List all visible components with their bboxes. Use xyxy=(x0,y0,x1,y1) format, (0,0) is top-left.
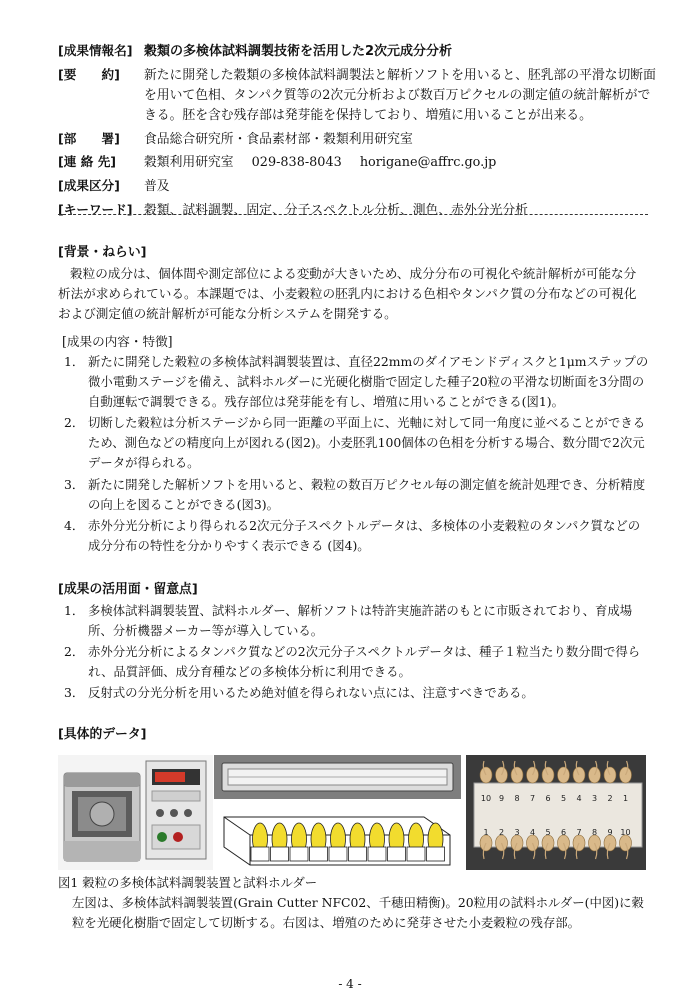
keywords-row xyxy=(58,201,658,221)
contact-email[interactable]: horigane@affrc.go.jp xyxy=(359,155,497,171)
holder-number: 9 xyxy=(607,828,613,837)
holder-number: 2 xyxy=(498,828,505,837)
holder-number: 7 xyxy=(529,794,536,803)
contact-phone: 029-838-8043 xyxy=(251,155,342,171)
contact-label: [連 絡 先] xyxy=(58,154,117,170)
keywords-text: 穀類、試料調製、固定、分子スペクトル分析、測色、赤外分光分析 xyxy=(144,203,528,219)
grain-cutter-machine-image xyxy=(58,755,213,870)
dept-label: [部 署] xyxy=(58,130,120,146)
seed-slot xyxy=(271,847,289,861)
dashed-divider xyxy=(58,214,648,215)
list-item: 1． 多検体試料調製装置、試料ホルダー、解析ソフトは特許実施許諾のもとに市販されており、育成場所、分析機器メーカー等が導入している。 xyxy=(64,603,633,639)
seed-slot xyxy=(388,847,406,861)
keywords-label: [キーワード] xyxy=(58,202,133,218)
holder-number: 5 xyxy=(560,794,567,803)
seed-slot xyxy=(427,847,445,861)
contact-text xyxy=(144,153,658,173)
holder-number: 8 xyxy=(514,794,520,803)
holder-number: 7 xyxy=(576,828,582,837)
title-label: [成果情報名] xyxy=(58,43,133,58)
seed-slot xyxy=(310,847,328,861)
info-header xyxy=(58,42,658,225)
holder-number: 10 xyxy=(620,828,631,837)
list-item: 3． 反射式の分光分析を用いるため絶対値を得られない点には、注意すべきである。 xyxy=(64,685,534,701)
germinated-seeds-image xyxy=(466,755,646,870)
list-item: 3． 新たに開発した解析ソフトを用いると、穀粒の数百万ピクセル毎の測定値を統計処理でき、分析精度の向上を図ることができる(図3)。 xyxy=(64,476,646,512)
holder-number: 3 xyxy=(514,828,520,837)
background-heading: [背景・ねらい] xyxy=(58,245,147,260)
holder-number: 9 xyxy=(498,794,505,803)
data-heading: [具体的データ] xyxy=(58,727,147,742)
figure-caption: 図1 穀粒の多検体試料調製装置と試料ホルダー xyxy=(58,875,318,890)
summary-text: 新たに開発した穀類の多検体試料調製法と解析ソフトを用いると、胚乳部の平滑な切断面を用いて色相、タンパク質等の2次元分析および数百万ピクセルの測定値の統計解析ができる。胚を含む残存部は発芽能を保持しており、増殖に用いることが出来る。 xyxy=(144,68,656,123)
holder-number: 5 xyxy=(545,828,551,837)
title-row xyxy=(58,42,658,62)
summary-row xyxy=(58,66,658,125)
holder-number: 3 xyxy=(591,794,598,803)
holder-number: 6 xyxy=(545,794,551,803)
contact-lab: 穀類利用研究室 xyxy=(144,155,234,171)
result-title: 穀類の多検体試料調製技術を活用した2次元成分分析 xyxy=(144,44,453,59)
background-text: 穀粒の成分は、個体間や測定部位による変動が大きいため、成分分布の可視化や統計解析が可能な分析法が求められている。本課題では、小麦穀粒の胚乳内における色相やタンパク質の分布などの可視化および測定値の統計解析が可能な分析システムを開発する。 xyxy=(58,266,637,322)
holder-number: 2 xyxy=(607,794,613,803)
contact-row xyxy=(58,153,658,173)
seed-slot xyxy=(407,847,425,861)
results-list xyxy=(62,352,650,557)
holder-number: 1 xyxy=(622,794,629,803)
category-row xyxy=(58,177,658,197)
holder-number: 4 xyxy=(576,794,582,803)
sample-holder-image xyxy=(214,755,461,870)
list-item: 2． 切断した穀粒は分析ステージから同一距離の平面上に、光軸に対して同一角度に並べることができるため、測色などの精度向上が図れる(図2)。小麦胚乳100個体の色相を分析する場合、数分間で2次元データが得られる。 xyxy=(64,415,646,471)
category-text: 普及 xyxy=(144,179,170,195)
holder-number: 6 xyxy=(560,828,567,837)
summary-label: [要 約] xyxy=(58,67,120,83)
holder-number: 4 xyxy=(529,828,536,837)
results-heading: [成果の内容・特徴] xyxy=(62,334,173,349)
list-item: 1． 新たに開発した穀粒の多検体試料調製装置は、直径22mmのダイアモンドディスクと1μmステップの微小電動ステージを備え、試料ホルダーに光硬化樹脂で固定した種子20粒の平滑な切断面を3分間の自動運転で調製できる。残存部位は発芽能を有し、増殖に用いることができる(図1)。 xyxy=(64,354,649,410)
usage-list xyxy=(62,601,650,704)
dept-text: 食品総合研究所・食品素材部・穀類利用研究室 xyxy=(144,131,413,147)
holder-number: 8 xyxy=(591,828,598,837)
holder-number: 1 xyxy=(483,828,489,837)
category-label: [成果区分] xyxy=(58,178,120,194)
seed-slot xyxy=(251,847,269,861)
figure-description: 左図は、多検体試料調製装置(Grain Cutter NFC02、千穂田精衡)。20粒用の試料ホルダー(中図)に穀粒を光硬化樹脂で固定して切断する。右図は、増殖のために発芽させた小麦穀粒の残存部。 xyxy=(72,895,644,931)
holder-number: 10 xyxy=(480,794,492,803)
seed-slot xyxy=(349,847,367,861)
seed-slot xyxy=(368,847,386,861)
usage-heading: [成果の活用面・留意点] xyxy=(58,582,198,597)
seed-slot xyxy=(329,847,347,861)
list-item: 2． 赤外分光分析によるタンパク質などの2次元分子スペクトルデータは、種子１粒当たり数分間で得られ、品質評価、成分育種などの多検体分析に利用できる。 xyxy=(64,644,641,680)
list-item: 4． 赤外分光分析により得られる2次元分子スペクトルデータは、多検体の小麦穀粒のタンパク質などの成分分布の特性を分かりやすく表示できる (図4)。 xyxy=(64,517,641,553)
seed-slot xyxy=(290,847,308,861)
dept-row xyxy=(58,130,658,150)
page-number: - 4 - xyxy=(338,977,362,991)
sprout-mark xyxy=(589,767,601,783)
